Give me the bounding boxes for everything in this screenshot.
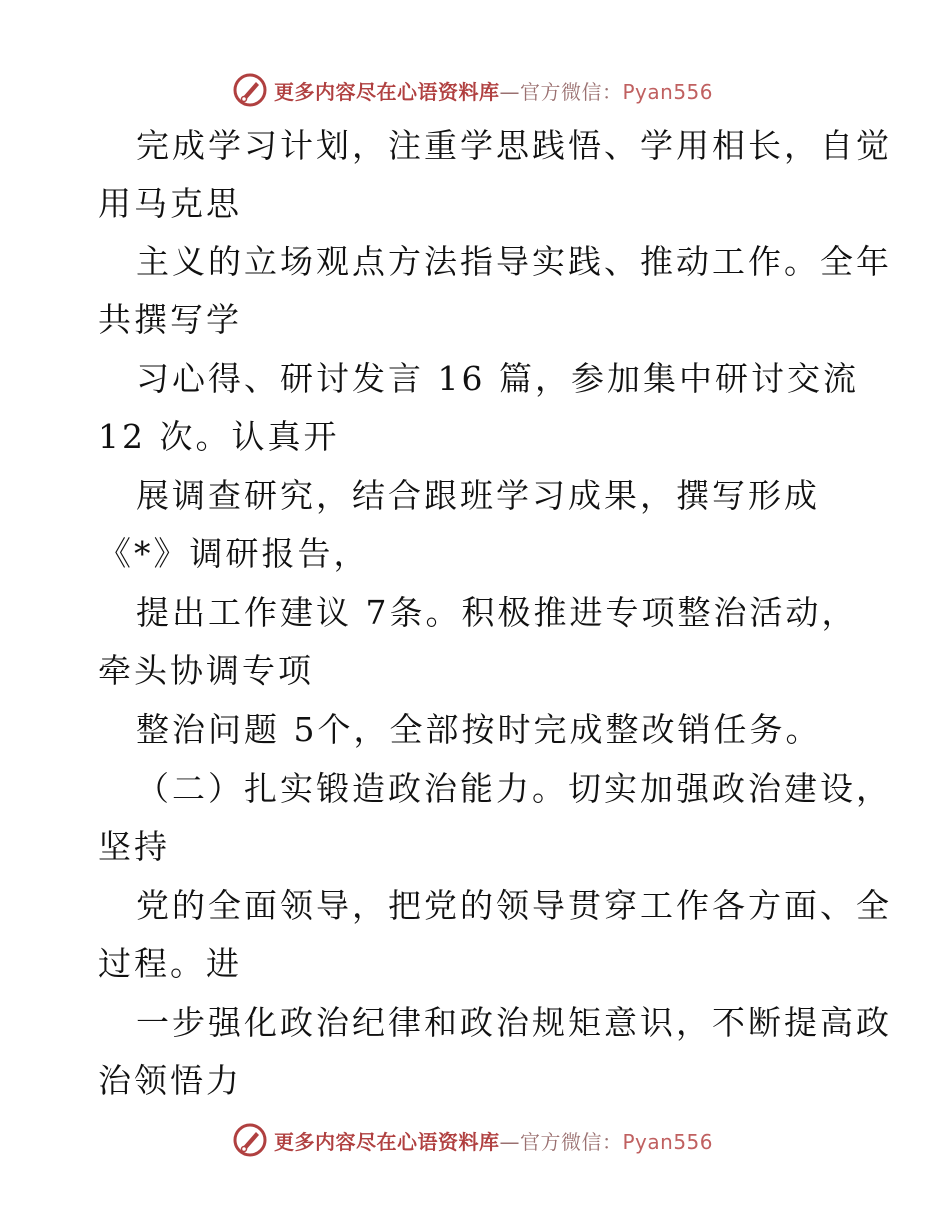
text-line: 整治问题 5个，全部按时完成整改销任务。 [136, 710, 822, 749]
watermark-text [274, 76, 713, 105]
text-line: 一步强化政治纪律和政治规矩意识，不断提高政 [136, 1003, 892, 1042]
watermark-wechat-id: Pyan556 [622, 79, 714, 104]
text-line: 展调查研究，结合跟班学习成果，撰写形成 [136, 476, 820, 515]
text-line: 习心得、研讨发言 16 篇，参加集中研讨交流 [136, 359, 859, 398]
text-line: 完成学习计划，注重学思践悟、学用相长，自觉 [136, 126, 892, 165]
text-line: 党的全面领导，把党的领导贯穿工作各方面、全 [136, 886, 892, 925]
watermark-wechat-label: —官方微信： [499, 79, 623, 104]
text-line: 用马克思 [98, 184, 242, 223]
watermark-wechat-id: Pyan556 [622, 1129, 714, 1154]
text-line: 坚持 [98, 827, 170, 866]
watermark-text [274, 1126, 713, 1155]
header-watermark [232, 70, 713, 110]
watermark-site-name: 更多内容尽在心语资料库 [274, 79, 500, 104]
text-line: 主义的立场观点方法指导实践、推动工作。全年 [136, 242, 892, 281]
watermark-wechat-label: —官方微信： [499, 1129, 623, 1154]
text-line: 《*》调研报告， [98, 534, 370, 573]
watermark-site-name: 更多内容尽在心语资料库 [274, 1129, 500, 1154]
text-line: 牵头协调专项 [98, 651, 314, 690]
pen-nib-logo-icon [232, 72, 268, 108]
text-line: 12 次。认真开 [98, 417, 340, 456]
text-line: 提出工作建议 7条。积极推进专项整治活动， [136, 593, 858, 632]
text-line: （二）扎实锻造政治能力。切实加强政治建设， [136, 769, 892, 808]
text-line: 共撰写学 [98, 300, 242, 339]
pen-nib-logo-icon [232, 1122, 268, 1158]
footer-watermark [232, 1120, 713, 1160]
text-line: 过程。进 [98, 944, 242, 983]
text-line: 治领悟力 [98, 1061, 242, 1100]
